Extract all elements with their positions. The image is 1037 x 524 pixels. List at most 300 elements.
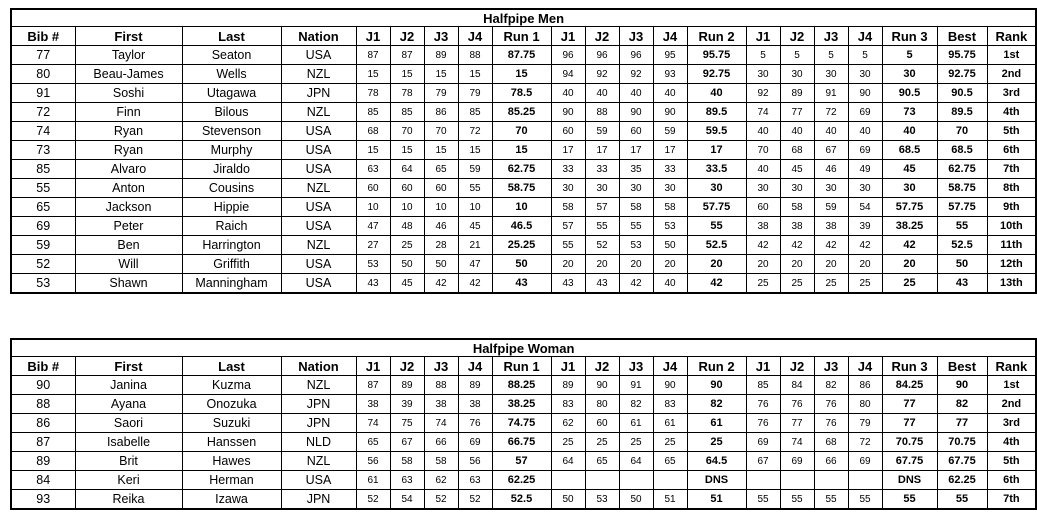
cell-run1-j2: 15	[390, 141, 424, 160]
cell-run2-j3: 20	[619, 255, 653, 274]
cell-run2-j1: 64	[551, 452, 585, 471]
cell-run1-j1: 43	[356, 274, 390, 294]
table-row	[11, 160, 1036, 179]
cell-run1-j4: 55	[458, 179, 492, 198]
cell-run3-j4: 39	[848, 217, 882, 236]
cell-run2-j4: 25	[653, 433, 687, 452]
cell-bib: 72	[11, 103, 75, 122]
cell-rank: 12th	[987, 255, 1036, 274]
cell-run1-j3: 28	[424, 236, 458, 255]
cell-run2-j2: 57	[585, 198, 619, 217]
cell-run3-score: 40	[882, 122, 937, 141]
cell-run1-j2: 67	[390, 433, 424, 452]
cell-run3-score: 20	[882, 255, 937, 274]
cell-run3-j4: 86	[848, 376, 882, 395]
cell-run2-j1: 62	[551, 414, 585, 433]
cell-best-score: 82	[937, 395, 987, 414]
cell-run2-j4: 61	[653, 414, 687, 433]
cell-bib: 85	[11, 160, 75, 179]
table-row	[11, 46, 1036, 65]
table-row	[11, 217, 1036, 236]
cell-run2-j1: 58	[551, 198, 585, 217]
cell-run1-j3: 74	[424, 414, 458, 433]
cell-nation: USA	[281, 255, 356, 274]
cell-rank: 6th	[987, 471, 1036, 490]
cell-run3-j3: 5	[814, 46, 848, 65]
cell-run2-j3: 64	[619, 452, 653, 471]
cell-run3-j3: 20	[814, 255, 848, 274]
cell-run2-j3: 91	[619, 376, 653, 395]
cell-run3-j3: 82	[814, 376, 848, 395]
column-header-run3-j1: J1	[746, 357, 780, 376]
cell-nation: NZL	[281, 65, 356, 84]
cell-run1-score: 43	[492, 274, 551, 294]
cell-first-name: Reika	[75, 490, 182, 510]
cell-run3-j4: 69	[848, 141, 882, 160]
cell-run2-j4: 93	[653, 65, 687, 84]
cell-run1-j4: 89	[458, 376, 492, 395]
cell-best-score: 68.5	[937, 141, 987, 160]
column-header-run1-score: Run 1	[492, 357, 551, 376]
column-header-run3-j2: J2	[780, 357, 814, 376]
cell-run1-j2: 58	[390, 452, 424, 471]
cell-rank: 8th	[987, 179, 1036, 198]
cell-run1-j4: 88	[458, 46, 492, 65]
cell-run1-j4: 47	[458, 255, 492, 274]
cell-first-name: Ayana	[75, 395, 182, 414]
cell-run2-j3: 35	[619, 160, 653, 179]
cell-nation: USA	[281, 160, 356, 179]
cell-last-name: Griffith	[182, 255, 281, 274]
column-header-last-name: Last	[182, 357, 281, 376]
cell-run3-score: 45	[882, 160, 937, 179]
cell-rank: 5th	[987, 452, 1036, 471]
cell-run2-j4: 50	[653, 236, 687, 255]
cell-run3-j4: 55	[848, 490, 882, 510]
cell-run3-score: 73	[882, 103, 937, 122]
cell-run1-j4: 15	[458, 65, 492, 84]
cell-first-name: Jackson	[75, 198, 182, 217]
cell-run1-j3: 46	[424, 217, 458, 236]
cell-run3-j3: 55	[814, 490, 848, 510]
cell-run2-j3: 50	[619, 490, 653, 510]
cell-run1-j4: 85	[458, 103, 492, 122]
column-header-first-name: First	[75, 27, 182, 46]
cell-first-name: Beau-James	[75, 65, 182, 84]
cell-last-name: Hawes	[182, 452, 281, 471]
cell-run2-j3: 92	[619, 65, 653, 84]
cell-bib: 86	[11, 414, 75, 433]
column-header-run1-score: Run 1	[492, 27, 551, 46]
table-row	[11, 236, 1036, 255]
cell-run3-score: 68.5	[882, 141, 937, 160]
cell-run1-j1: 10	[356, 198, 390, 217]
cell-run2-j4: 58	[653, 198, 687, 217]
column-header-run1-j2: J2	[390, 27, 424, 46]
cell-best-score: 52.5	[937, 236, 987, 255]
cell-run1-j3: 65	[424, 160, 458, 179]
cell-run2-j4: 53	[653, 217, 687, 236]
cell-run2-j1: 20	[551, 255, 585, 274]
cell-run3-j3: 42	[814, 236, 848, 255]
cell-nation: NZL	[281, 179, 356, 198]
cell-run2-j2: 55	[585, 217, 619, 236]
cell-run2-j4: 65	[653, 452, 687, 471]
cell-run1-j3: 10	[424, 198, 458, 217]
cell-run2-j2: 20	[585, 255, 619, 274]
cell-run1-j3: 42	[424, 274, 458, 294]
cell-last-name: Cousins	[182, 179, 281, 198]
cell-nation: NZL	[281, 103, 356, 122]
cell-run2-j1: 89	[551, 376, 585, 395]
cell-run1-score: 87.75	[492, 46, 551, 65]
cell-bib: 93	[11, 490, 75, 510]
cell-run2-score: 57.75	[687, 198, 746, 217]
cell-run2-j3: 53	[619, 236, 653, 255]
cell-run1-j2: 63	[390, 471, 424, 490]
cell-run2-j4	[653, 471, 687, 490]
column-header-run3-j4: J4	[848, 27, 882, 46]
cell-run3-j2: 77	[780, 103, 814, 122]
cell-run3-j4: 5	[848, 46, 882, 65]
cell-run2-j2: 52	[585, 236, 619, 255]
cell-rank: 3rd	[987, 414, 1036, 433]
cell-run1-j4: 63	[458, 471, 492, 490]
cell-last-name: Jiraldo	[182, 160, 281, 179]
cell-rank: 7th	[987, 490, 1036, 510]
cell-bib: 91	[11, 84, 75, 103]
cell-run1-j3: 50	[424, 255, 458, 274]
halfpipe-men-table	[10, 8, 1037, 294]
column-header-bib: Bib #	[11, 27, 75, 46]
cell-last-name: Murphy	[182, 141, 281, 160]
cell-run2-j2: 60	[585, 414, 619, 433]
cell-run1-j2: 25	[390, 236, 424, 255]
cell-nation: USA	[281, 198, 356, 217]
column-header-best-score: Best	[937, 27, 987, 46]
cell-run2-j2: 25	[585, 433, 619, 452]
table-title-men: Halfpipe Men	[11, 9, 1036, 27]
table-row	[11, 490, 1036, 510]
cell-run1-score: 46.5	[492, 217, 551, 236]
cell-nation: USA	[281, 122, 356, 141]
cell-run1-j4: 72	[458, 122, 492, 141]
cell-best-score: 43	[937, 274, 987, 294]
cell-run3-j3: 46	[814, 160, 848, 179]
cell-run2-j3: 82	[619, 395, 653, 414]
cell-run3-j4: 79	[848, 414, 882, 433]
cell-run3-j1: 92	[746, 84, 780, 103]
cell-run1-score: 58.75	[492, 179, 551, 198]
cell-first-name: Ryan	[75, 141, 182, 160]
cell-rank: 3rd	[987, 84, 1036, 103]
table-row	[11, 179, 1036, 198]
cell-bib: 88	[11, 395, 75, 414]
cell-run3-j4: 69	[848, 452, 882, 471]
header-row-women	[11, 357, 1036, 376]
cell-bib: 53	[11, 274, 75, 294]
cell-run1-score: 88.25	[492, 376, 551, 395]
cell-first-name: Brit	[75, 452, 182, 471]
cell-run3-j4: 80	[848, 395, 882, 414]
cell-run3-j1: 69	[746, 433, 780, 452]
cell-run3-j2: 5	[780, 46, 814, 65]
cell-run3-score: 90.5	[882, 84, 937, 103]
cell-rank: 5th	[987, 122, 1036, 141]
cell-run2-j3: 58	[619, 198, 653, 217]
column-header-run3-score: Run 3	[882, 357, 937, 376]
cell-run2-j3: 40	[619, 84, 653, 103]
table-row	[11, 433, 1036, 452]
cell-bib: 87	[11, 433, 75, 452]
cell-run2-j2: 92	[585, 65, 619, 84]
cell-run1-score: 66.75	[492, 433, 551, 452]
cell-run3-j2: 68	[780, 141, 814, 160]
table-row	[11, 122, 1036, 141]
column-header-nation: Nation	[281, 27, 356, 46]
cell-run1-j1: 65	[356, 433, 390, 452]
cell-run2-score: 20	[687, 255, 746, 274]
column-header-run2-j3: J3	[619, 357, 653, 376]
column-header-run1-j3: J3	[424, 27, 458, 46]
cell-run3-score: 77	[882, 414, 937, 433]
cell-first-name: Shawn	[75, 274, 182, 294]
cell-run3-j2: 55	[780, 490, 814, 510]
cell-run3-j2: 84	[780, 376, 814, 395]
cell-run3-j3: 68	[814, 433, 848, 452]
cell-run2-score: 59.5	[687, 122, 746, 141]
cell-run2-score: 25	[687, 433, 746, 452]
men-results-body	[11, 46, 1036, 294]
cell-run3-score: 5	[882, 46, 937, 65]
cell-run2-j4: 30	[653, 179, 687, 198]
column-header-run3-j3: J3	[814, 357, 848, 376]
cell-run1-score: 38.25	[492, 395, 551, 414]
cell-run3-score: 57.75	[882, 198, 937, 217]
cell-run3-j3: 30	[814, 179, 848, 198]
cell-rank: 4th	[987, 103, 1036, 122]
cell-run3-j2: 45	[780, 160, 814, 179]
column-header-run3-j2: J2	[780, 27, 814, 46]
cell-run3-j4: 30	[848, 65, 882, 84]
cell-run2-j1: 17	[551, 141, 585, 160]
cell-run2-j2: 88	[585, 103, 619, 122]
cell-run1-j1: 27	[356, 236, 390, 255]
table-row	[11, 198, 1036, 217]
cell-best-score: 77	[937, 414, 987, 433]
cell-rank: 2nd	[987, 65, 1036, 84]
cell-run3-j3: 30	[814, 65, 848, 84]
cell-run1-j1: 87	[356, 46, 390, 65]
cell-run3-j2: 89	[780, 84, 814, 103]
cell-run2-j2: 96	[585, 46, 619, 65]
cell-nation: USA	[281, 141, 356, 160]
cell-run2-j1: 40	[551, 84, 585, 103]
cell-run1-j2: 60	[390, 179, 424, 198]
cell-run1-j1: 87	[356, 376, 390, 395]
cell-best-score: 57.75	[937, 198, 987, 217]
cell-run3-j2: 30	[780, 65, 814, 84]
table-row	[11, 274, 1036, 294]
cell-last-name: Onozuka	[182, 395, 281, 414]
cell-run1-j2: 45	[390, 274, 424, 294]
cell-run2-j4: 51	[653, 490, 687, 510]
halfpipe-woman-table	[10, 338, 1037, 510]
cell-run1-j1: 63	[356, 160, 390, 179]
cell-run2-j4: 33	[653, 160, 687, 179]
cell-rank: 4th	[987, 433, 1036, 452]
cell-last-name: Harrington	[182, 236, 281, 255]
cell-run2-j3: 60	[619, 122, 653, 141]
table-row	[11, 65, 1036, 84]
cell-run2-j2: 43	[585, 274, 619, 294]
cell-run3-score: 42	[882, 236, 937, 255]
cell-last-name: Hanssen	[182, 433, 281, 452]
cell-run3-j3: 67	[814, 141, 848, 160]
cell-run3-j4: 25	[848, 274, 882, 294]
cell-bib: 65	[11, 198, 75, 217]
cell-run3-j1: 25	[746, 274, 780, 294]
cell-run2-j4: 83	[653, 395, 687, 414]
cell-run1-j1: 52	[356, 490, 390, 510]
cell-run2-j1	[551, 471, 585, 490]
cell-run1-j2: 39	[390, 395, 424, 414]
cell-nation: USA	[281, 46, 356, 65]
cell-run3-j4: 72	[848, 433, 882, 452]
cell-run3-j1: 85	[746, 376, 780, 395]
cell-run3-score: 84.25	[882, 376, 937, 395]
cell-rank: 10th	[987, 217, 1036, 236]
cell-run1-j2: 85	[390, 103, 424, 122]
cell-run1-j4: 56	[458, 452, 492, 471]
cell-rank: 6th	[987, 141, 1036, 160]
cell-run1-j1: 15	[356, 141, 390, 160]
cell-bib: 73	[11, 141, 75, 160]
cell-rank: 1st	[987, 46, 1036, 65]
cell-run2-j1: 25	[551, 433, 585, 452]
cell-run2-score: 17	[687, 141, 746, 160]
cell-run3-j1: 40	[746, 122, 780, 141]
cell-last-name: Raich	[182, 217, 281, 236]
cell-run2-j2: 59	[585, 122, 619, 141]
cell-run1-j3: 60	[424, 179, 458, 198]
cell-run3-j3: 59	[814, 198, 848, 217]
cell-run3-j4: 40	[848, 122, 882, 141]
cell-run3-j2: 25	[780, 274, 814, 294]
cell-run1-j2: 75	[390, 414, 424, 433]
cell-run1-j2: 78	[390, 84, 424, 103]
cell-run2-j4: 59	[653, 122, 687, 141]
cell-run1-j3: 86	[424, 103, 458, 122]
cell-run2-score: 40	[687, 84, 746, 103]
cell-run2-j1: 94	[551, 65, 585, 84]
cell-run2-score: 33.5	[687, 160, 746, 179]
cell-run3-j3: 72	[814, 103, 848, 122]
cell-last-name: Bilous	[182, 103, 281, 122]
cell-run2-j3: 30	[619, 179, 653, 198]
cell-rank: 7th	[987, 160, 1036, 179]
cell-run2-j4: 90	[653, 103, 687, 122]
cell-run1-j1: 61	[356, 471, 390, 490]
cell-run3-j1: 76	[746, 414, 780, 433]
cell-nation: USA	[281, 471, 356, 490]
table-row	[11, 255, 1036, 274]
cell-run1-score: 85.25	[492, 103, 551, 122]
cell-nation: USA	[281, 217, 356, 236]
cell-run1-j2: 70	[390, 122, 424, 141]
cell-run2-score: 55	[687, 217, 746, 236]
cell-run2-j3	[619, 471, 653, 490]
cell-run3-j1: 20	[746, 255, 780, 274]
column-header-run3-j1: J1	[746, 27, 780, 46]
cell-run1-j3: 52	[424, 490, 458, 510]
cell-first-name: Ryan	[75, 122, 182, 141]
cell-last-name: Stevenson	[182, 122, 281, 141]
cell-run3-score: 30	[882, 65, 937, 84]
cell-run2-j2: 53	[585, 490, 619, 510]
cell-run2-j4: 20	[653, 255, 687, 274]
cell-run2-j1: 30	[551, 179, 585, 198]
cell-run2-j1: 43	[551, 274, 585, 294]
cell-run3-j1	[746, 471, 780, 490]
cell-best-score: 90.5	[937, 84, 987, 103]
cell-rank: 9th	[987, 198, 1036, 217]
cell-run3-j2: 58	[780, 198, 814, 217]
cell-run3-j2: 40	[780, 122, 814, 141]
header-row-men	[11, 27, 1036, 46]
column-header-run2-j3: J3	[619, 27, 653, 46]
cell-run3-score: 77	[882, 395, 937, 414]
cell-run1-j3: 70	[424, 122, 458, 141]
column-header-run1-j2: J2	[390, 357, 424, 376]
column-header-rank: Rank	[987, 357, 1036, 376]
cell-run1-j1: 68	[356, 122, 390, 141]
cell-run3-j4: 69	[848, 103, 882, 122]
cell-run2-j4: 95	[653, 46, 687, 65]
cell-run1-j1: 15	[356, 65, 390, 84]
cell-run2-score: 30	[687, 179, 746, 198]
cell-first-name: Keri	[75, 471, 182, 490]
cell-run2-j1: 96	[551, 46, 585, 65]
cell-run3-j2: 38	[780, 217, 814, 236]
cell-run3-j1: 76	[746, 395, 780, 414]
cell-run2-j3: 96	[619, 46, 653, 65]
cell-run3-j3: 76	[814, 414, 848, 433]
column-header-run2-j4: J4	[653, 357, 687, 376]
cell-run2-j3: 61	[619, 414, 653, 433]
cell-run2-j1: 33	[551, 160, 585, 179]
cell-run2-j2	[585, 471, 619, 490]
column-header-run1-j1: J1	[356, 357, 390, 376]
cell-run3-j2: 42	[780, 236, 814, 255]
cell-run3-j2: 74	[780, 433, 814, 452]
cell-nation: JPN	[281, 490, 356, 510]
cell-nation: JPN	[281, 84, 356, 103]
cell-run3-j1: 60	[746, 198, 780, 217]
cell-run1-j4: 38	[458, 395, 492, 414]
cell-best-score: 95.75	[937, 46, 987, 65]
cell-run2-score: 51	[687, 490, 746, 510]
column-header-run1-j3: J3	[424, 357, 458, 376]
cell-last-name: Seaton	[182, 46, 281, 65]
cell-run1-j1: 78	[356, 84, 390, 103]
cell-run3-score: 30	[882, 179, 937, 198]
cell-run3-j4: 90	[848, 84, 882, 103]
cell-run1-j4: 15	[458, 141, 492, 160]
cell-bib: 52	[11, 255, 75, 274]
cell-best-score: 92.75	[937, 65, 987, 84]
cell-run2-j4: 40	[653, 274, 687, 294]
